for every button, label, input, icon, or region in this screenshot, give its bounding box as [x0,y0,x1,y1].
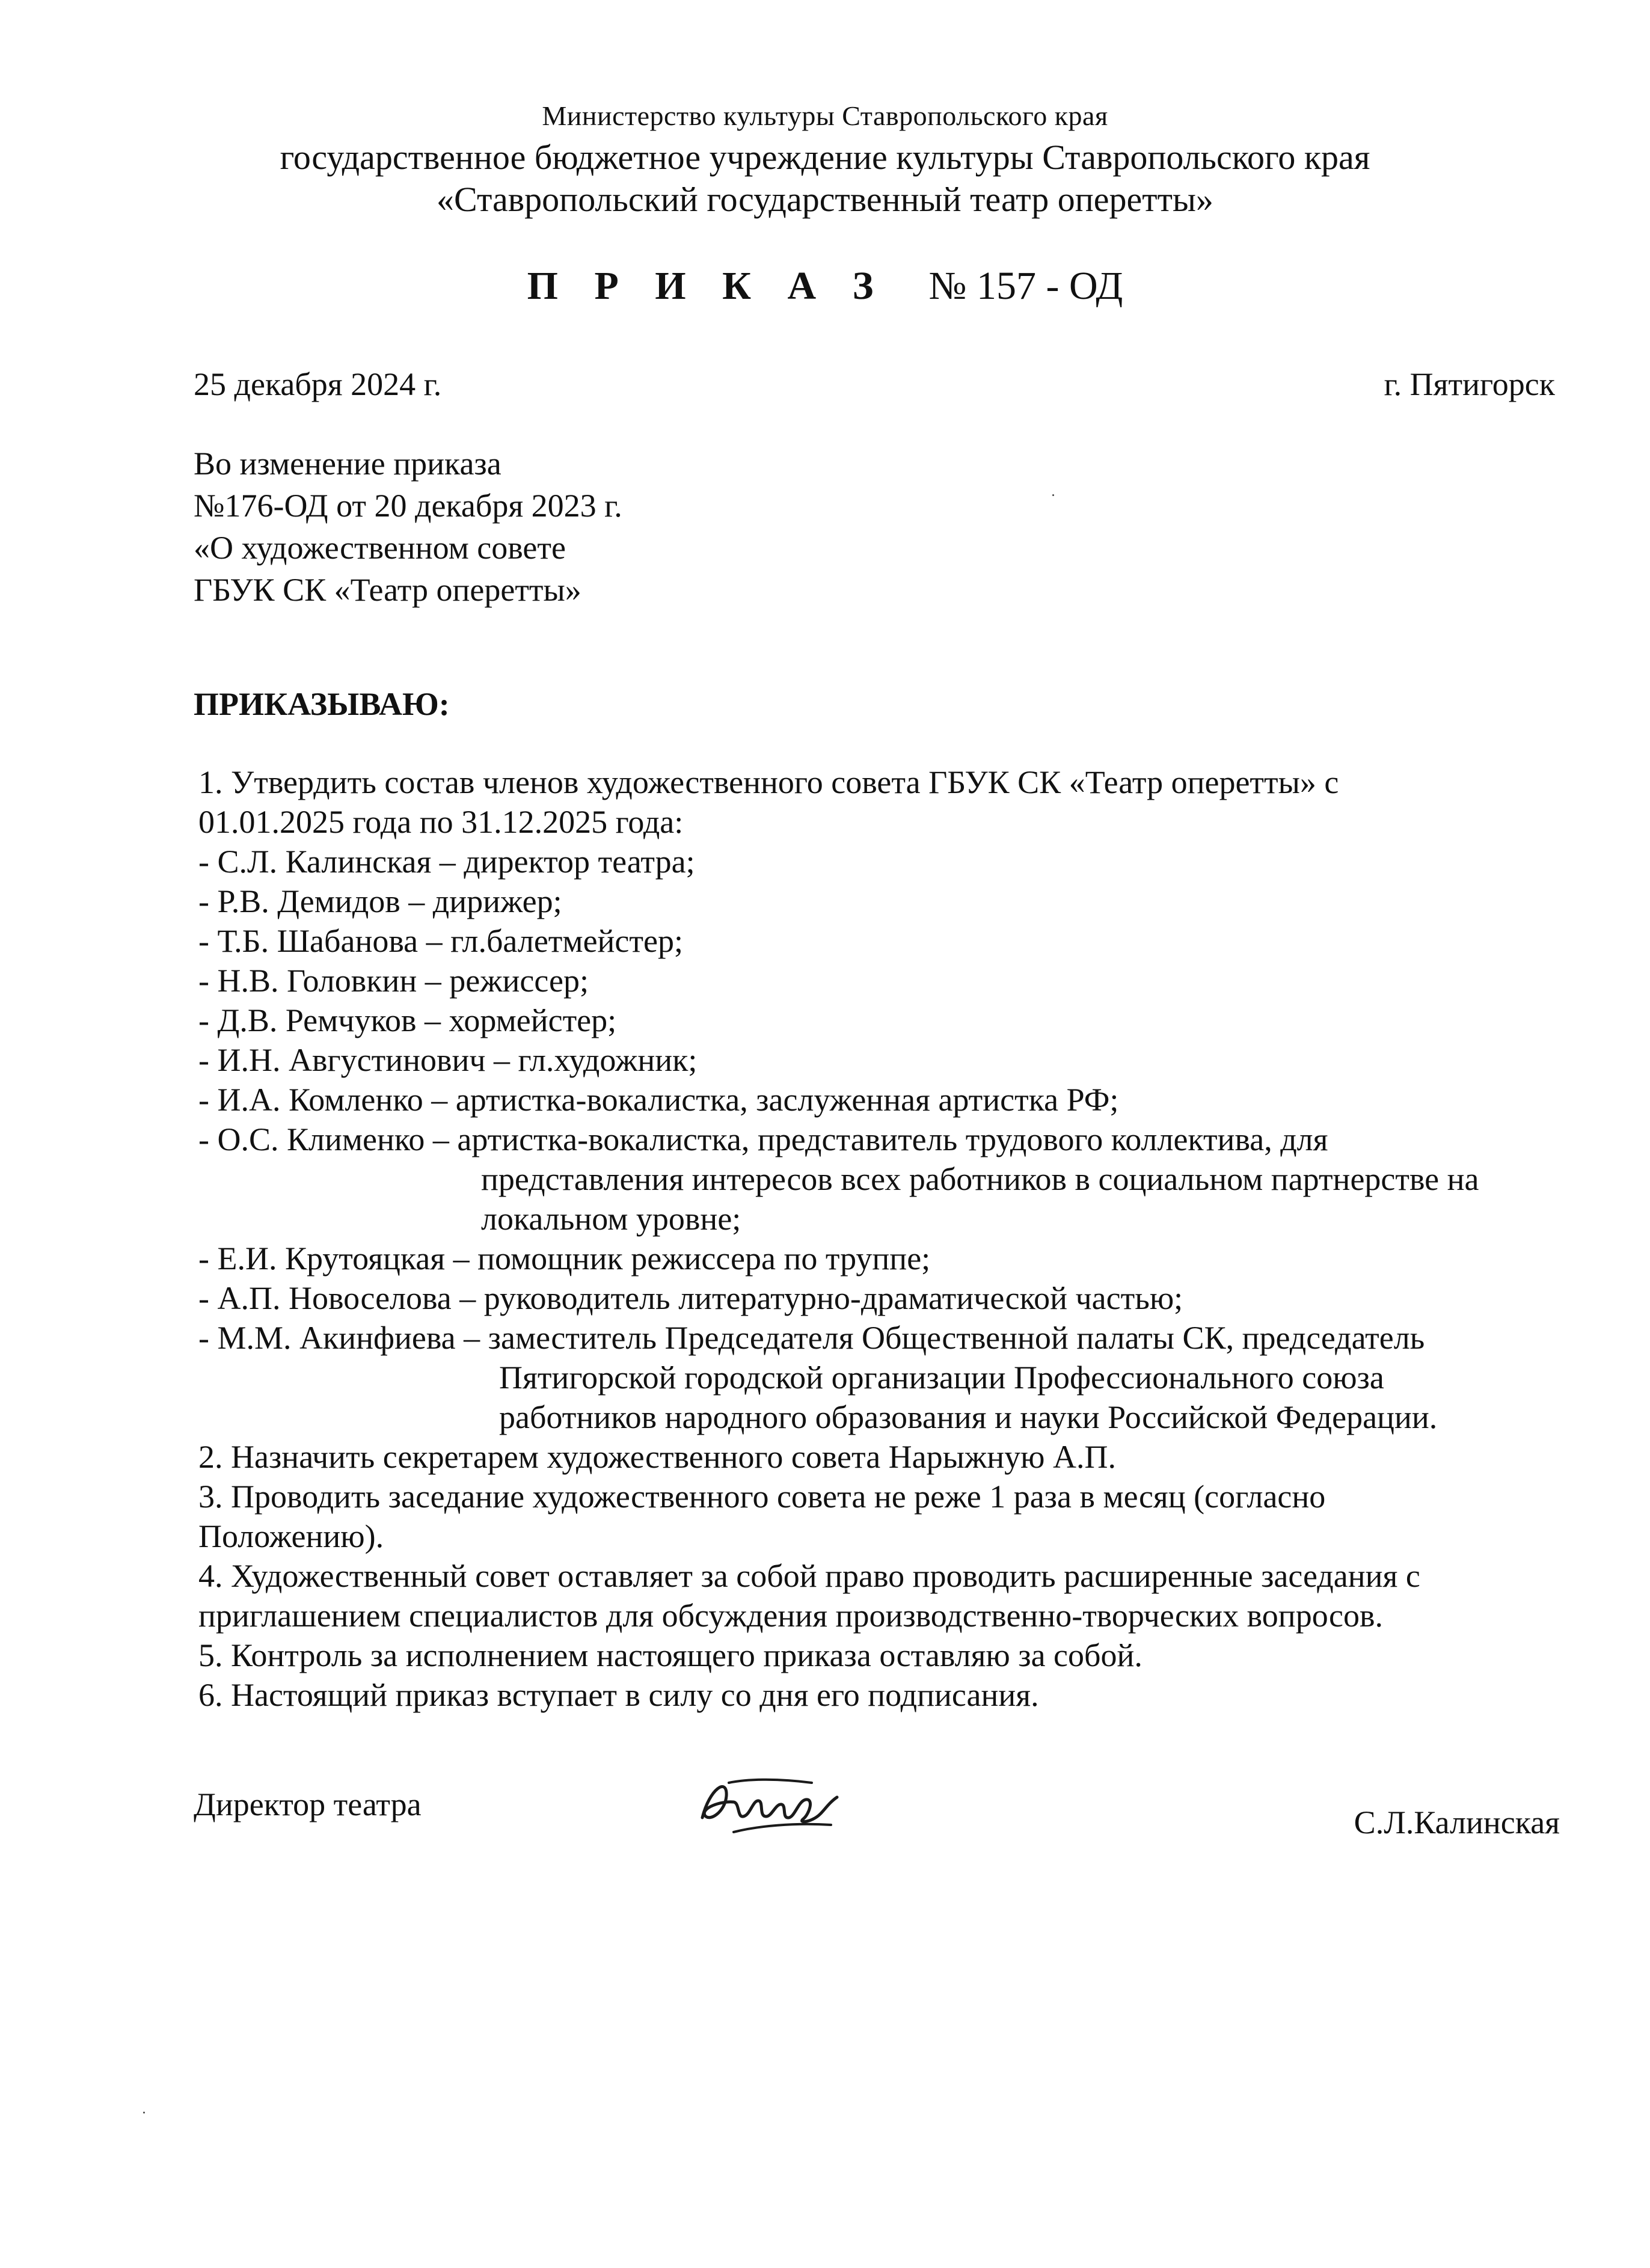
member-line-continued: представления интересов всех работников в социальном партнерстве на [481,1161,1479,1197]
signatory-position: Директор театра [194,1786,422,1822]
member-line-continued: работников народного образования и науки Российской Федерации. [499,1399,1438,1435]
amendment-line: №176-ОД от 20 декабря 2023 г. [194,488,622,524]
scan-speck [143,2112,145,2113]
item-4-text: приглашением специалистов для обсуждения производственно-творческих вопросов. [198,1598,1383,1634]
item-4-text: 4. Художественный совет оставляет за собой право проводить расширенные заседания с [198,1558,1420,1594]
item-1-text: 01.01.2025 года по 31.12.2025 года: [198,804,684,840]
member-line: - Е.И. Крутояцкая – помощник режиссера по труппе; [198,1240,931,1277]
amendment-line: ГБУК СК «Театр оперетты» [194,572,581,608]
member-line: - О.С. Клименко – артистка-вокалистка, представитель трудового коллектива, для [198,1121,1328,1157]
theater-name: «Ставропольский государственный театр оперетты» [437,180,1213,219]
member-line-continued: Пятигорской городской организации Профессионального союза [499,1359,1384,1396]
signatory-name: С.Л.Калинская [1354,1804,1560,1840]
amendment-line: «О художественном совете [194,530,566,566]
handwritten-signature [692,1765,848,1849]
member-line: - Д.В. Ремчуков – хормейстер; [198,1002,617,1038]
order-date: 25 декабря 2024 г. [194,366,442,402]
order-word: П Р И К А З [527,264,887,308]
member-line: - Н.В. Головкин – режиссер; [198,963,589,999]
item-6-text: 6. Настоящий приказ вступает в силу со дня его подписания. [198,1677,1039,1713]
item-2-text: 2. Назначить секретарем художественного совета Нарыжную А.П. [198,1439,1116,1475]
institution-name: государственное бюджетное учреждение культуры Ставропольского края [280,138,1370,177]
item-5-text: 5. Контроль за исполнением настоящего приказа оставляю за собой. [198,1637,1142,1673]
member-line: - Р.В. Демидов – дирижер; [198,883,562,919]
item-3-text: 3. Проводить заседание художественного совета не реже 1 раза в месяц (согласно [198,1479,1326,1515]
order-number: № 157 - ОД [928,264,1123,308]
member-line: - С.Л. Калинская – директор театра; [198,844,695,880]
item-3-text: Положению). [198,1518,384,1554]
scan-speck [1052,494,1054,496]
order-city: г. Пятигорск [1384,366,1555,402]
member-line: - М.М. Акинфиева – заместитель Председателя Общественной палаты СК, председатель [198,1320,1425,1356]
item-1-text: 1. Утвердить состав членов художественного совета ГБУК СК «Театр оперетты» с [198,764,1339,800]
member-line: - И.А. Комленко – артистка-вокалистка, заслуженная артистка РФ; [198,1082,1119,1118]
member-line: - И.Н. Августинович – гл.художник; [198,1042,698,1078]
command-heading: ПРИКАЗЫВАЮ: [194,686,450,722]
member-line-continued: локальном уровне; [481,1201,741,1237]
order-title [0,263,1650,309]
member-line: - А.П. Новоселова – руководитель литературно-драматической частью; [198,1280,1183,1316]
ministry-name: Министерство культуры Ставропольского края [542,100,1108,131]
member-line: - Т.Б. Шабанова – гл.балетмейстер; [198,923,683,959]
amendment-line: Во изменение приказа [194,446,501,482]
